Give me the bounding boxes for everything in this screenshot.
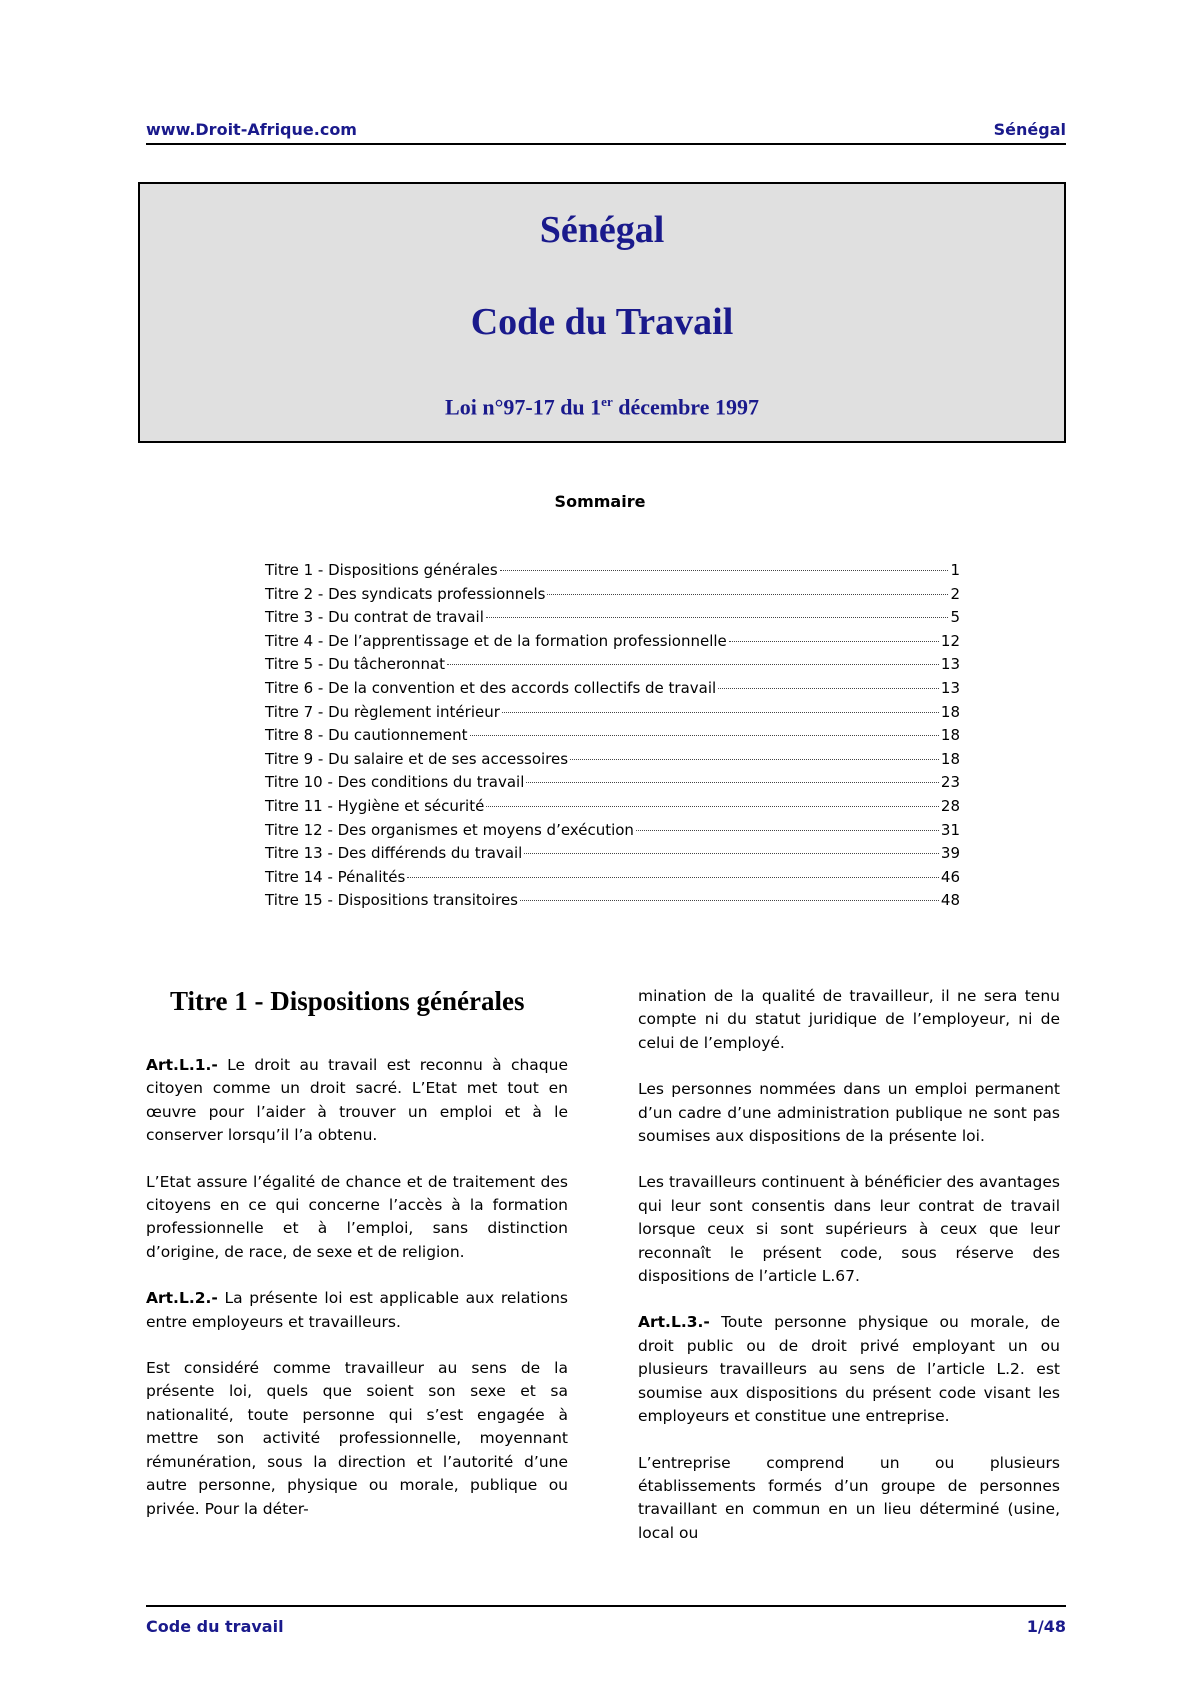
page-footer (146, 1605, 1066, 1636)
paragraph: Les personnes nommées dans un emploi permanent d’un cadre d’une administration publique ne sont pas soumises aux dispositions de la présente loi. (638, 1080, 1060, 1146)
toc-label: Titre 13 - Des différends du travail (265, 844, 523, 863)
paragraph-text: Le droit au travail est reconnu à chaque citoyen comme un droit sacré. L’Etat met tout en œuvre pour l’aider à trouver un emploi et à le conserver lorsqu’il l’a obtenu. (146, 1056, 568, 1145)
toc-page: 13 (940, 678, 960, 697)
toc-page: 2 (950, 584, 960, 603)
toc-row[interactable] (265, 703, 960, 727)
toc-page: 48 (940, 891, 960, 910)
title-country: Sénégal (539, 209, 665, 251)
law-suffix: décembre 1997 (612, 394, 759, 420)
paragraph-text: Toute personne physique ou morale, de droit public ou de droit privé employant un ou plusieurs travailleurs au sens de l’article L.2. est soumise aux dispositions du présent code visant les employeurs et constitue une entreprise. (638, 1313, 1060, 1426)
toc-row[interactable] (265, 773, 960, 797)
header-site-link[interactable]: www.Droit-Afrique.com (146, 120, 357, 139)
toc-row[interactable] (265, 821, 960, 845)
section-heading: Titre 1 - Dispositions générales (170, 986, 525, 1016)
body-column-right (638, 985, 1060, 1568)
toc-label: Titre 5 - Du tâcheronnat (265, 655, 446, 674)
toc-row[interactable] (265, 797, 960, 821)
toc-leader (486, 617, 949, 618)
toc-row[interactable] (265, 608, 960, 632)
footer-title: Code du travail (146, 1617, 284, 1636)
toc-row[interactable] (265, 585, 960, 609)
paragraph: L’entreprise comprend un ou plusieurs établissements formés d’un groupe de personnes travaillant en commun en un lieu déterminé (usine, local ou (638, 1453, 1060, 1542)
paragraph: Est considéré comme travailleur au sens de la présente loi, quels que soient son sexe et sa nationalité, toute personne qui s’est engagée à mettre son activité professionnelle, moyennant rémunération, sous la direction et l’autorité d’une autre personne, physique ou morale, publique ou privée. Pour la déter- (146, 1359, 568, 1518)
law-prefix: Loi n°97-17 du 1 (445, 394, 602, 420)
page-header (146, 120, 1066, 145)
toc-page: 5 (950, 608, 960, 627)
toc-row[interactable] (265, 844, 960, 868)
toc-label: Titre 12 - Des organismes et moyens d’exécution (265, 820, 634, 839)
toc-label: Titre 4 - De l’apprentissage et de la formation professionnelle (265, 631, 727, 650)
paragraph (146, 1054, 568, 1148)
article-label: Art.L.1.- (146, 1056, 218, 1074)
paragraph: L’Etat assure l’égalité de chance et de traitement des citoyens en ce qui concerne l’accès à la formation professionnelle et à l’emploi, sans distinction d’origine, de race, de sexe et de religion. (146, 1172, 568, 1261)
toc-label: Titre 14 - Pénalités (265, 867, 406, 886)
toc-page: 28 (940, 796, 960, 815)
toc-page: 46 (940, 867, 960, 886)
paragraph: mination de la qualité de travailleur, il ne sera tenu compte ni du statut juridique de l’employeur, ni de celui de l’employé. (638, 987, 1060, 1052)
toc-page: 1 (950, 561, 960, 579)
toc-page: 18 (940, 726, 960, 745)
paragraph (146, 1287, 568, 1334)
paragraph: Les travailleurs continuent à bénéficier des avantages qui leur sont consentis dans leur contrat de travail lorsque ceux si sont supérieurs à ceux que leur reconnaît le présent code, sous réserve des dispositions de l’article L.67. (638, 1173, 1060, 1286)
toc-leader (547, 594, 948, 595)
toc-leader (524, 853, 939, 854)
toc-leader (636, 830, 939, 831)
toc-label: Titre 8 - Du cautionnement (265, 726, 468, 745)
toc-leader (718, 688, 939, 689)
toc-row[interactable] (265, 726, 960, 750)
toc-label: Titre 11 - Hygiène et sécurité (265, 796, 485, 815)
toc-label: Titre 9 - Du salaire et de ses accessoires (265, 749, 569, 768)
paragraph (638, 1311, 1060, 1428)
summary-heading: Sommaire (554, 492, 646, 511)
toc-page: 13 (940, 655, 960, 674)
toc-label: Titre 6 - De la convention et des accords collectifs de travail (265, 678, 717, 697)
title-law (140, 394, 1064, 420)
toc-page: 18 (940, 749, 960, 768)
toc-leader (729, 641, 939, 642)
body-column-left (146, 978, 568, 1544)
toc-row[interactable] (265, 632, 960, 656)
header-country: Sénégal (993, 120, 1066, 139)
title-main: Code du Travail (470, 301, 734, 343)
toc-leader (486, 806, 939, 807)
toc-label: Titre 3 - Du contrat de travail (265, 608, 484, 627)
toc-leader (447, 664, 939, 665)
toc-label: Titre 1 - Dispositions générales (265, 561, 498, 579)
table-of-contents (265, 561, 960, 915)
toc-label: Titre 7 - Du règlement intérieur (265, 702, 500, 721)
toc-leader (520, 900, 939, 901)
toc-label: Titre 10 - Des conditions du travail (265, 773, 525, 792)
toc-leader (500, 570, 949, 571)
law-sup: er (601, 394, 613, 409)
toc-row[interactable] (265, 891, 960, 915)
toc-leader (502, 712, 939, 713)
toc-leader (407, 877, 939, 878)
article-label: Art.L.3.- (638, 1313, 710, 1332)
toc-page: 23 (940, 773, 960, 792)
toc-row[interactable] (265, 679, 960, 703)
footer-page-number: 1/48 (1026, 1617, 1066, 1636)
toc-label: Titre 2 - Des syndicats professionnels (265, 584, 546, 603)
toc-page: 31 (940, 820, 960, 839)
toc-page: 12 (940, 631, 960, 650)
toc-leader (470, 735, 939, 736)
article-label: Art.L.2.- (146, 1289, 218, 1308)
toc-row[interactable] (265, 561, 960, 585)
title-box (138, 182, 1066, 443)
toc-row[interactable] (265, 750, 960, 774)
toc-page: 39 (940, 844, 960, 863)
toc-row[interactable] (265, 655, 960, 679)
toc-leader (526, 782, 939, 783)
toc-row[interactable] (265, 868, 960, 892)
toc-label: Titre 15 - Dispositions transitoires (265, 891, 518, 910)
paragraph-text: La présente loi est applicable aux relations entre employeurs et travailleurs. (146, 1289, 568, 1331)
toc-page: 18 (940, 702, 960, 721)
toc-leader (570, 759, 939, 760)
